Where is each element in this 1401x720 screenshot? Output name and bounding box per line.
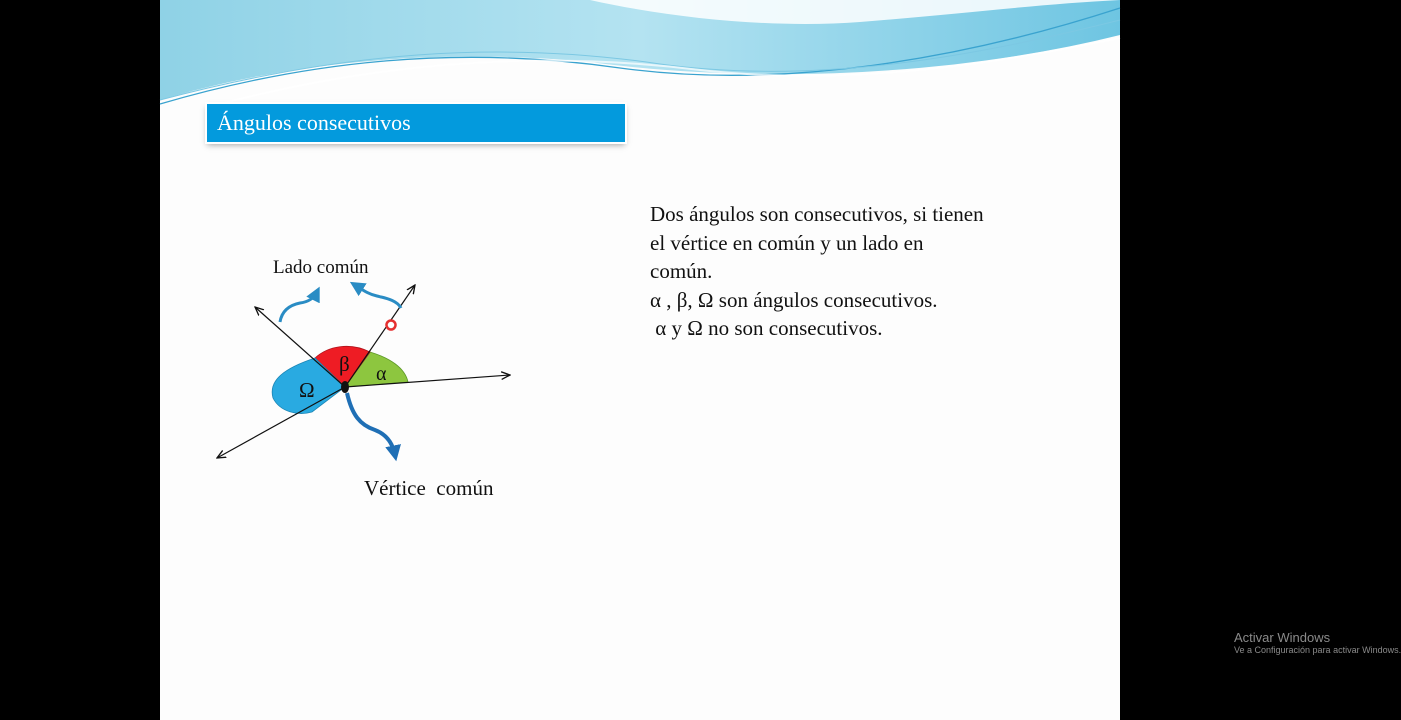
definition-line: Dos ángulos son consecutivos, si tienen [650,202,984,226]
definition-line: el vértice en común y un lado en [650,230,924,255]
common-vertex-label: Vértice común [364,476,494,500]
angle-beta-label: β [339,352,350,376]
watermark-title: Activar Windows [1234,630,1331,645]
common-side-label: Lado común [273,257,369,278]
definition-line: α y Ω no son consecutivos. [650,316,883,341]
pointer-dot [387,321,396,330]
definition-line: α , β, Ω son ángulos consecutivos. [650,287,938,312]
slide [160,0,1120,720]
slide-title: Ángulos consecutivos [207,104,625,142]
common-vertex-arrow [347,393,395,455]
common-side-arrow-right [355,285,401,308]
common-side-arrow-left [280,292,317,322]
wave-banner [160,0,1120,110]
definition-line: común. [650,259,713,284]
vertex-point [341,381,349,393]
watermark-subtitle: Ve a Configuración para activar Windows. [1234,645,1401,655]
angle-omega-label: Ω [299,378,315,402]
definition-text [650,200,1090,343]
consecutive-angles-diagram [200,240,580,520]
angle-alpha-label: α [376,363,387,385]
activation-watermark [1234,630,1401,655]
